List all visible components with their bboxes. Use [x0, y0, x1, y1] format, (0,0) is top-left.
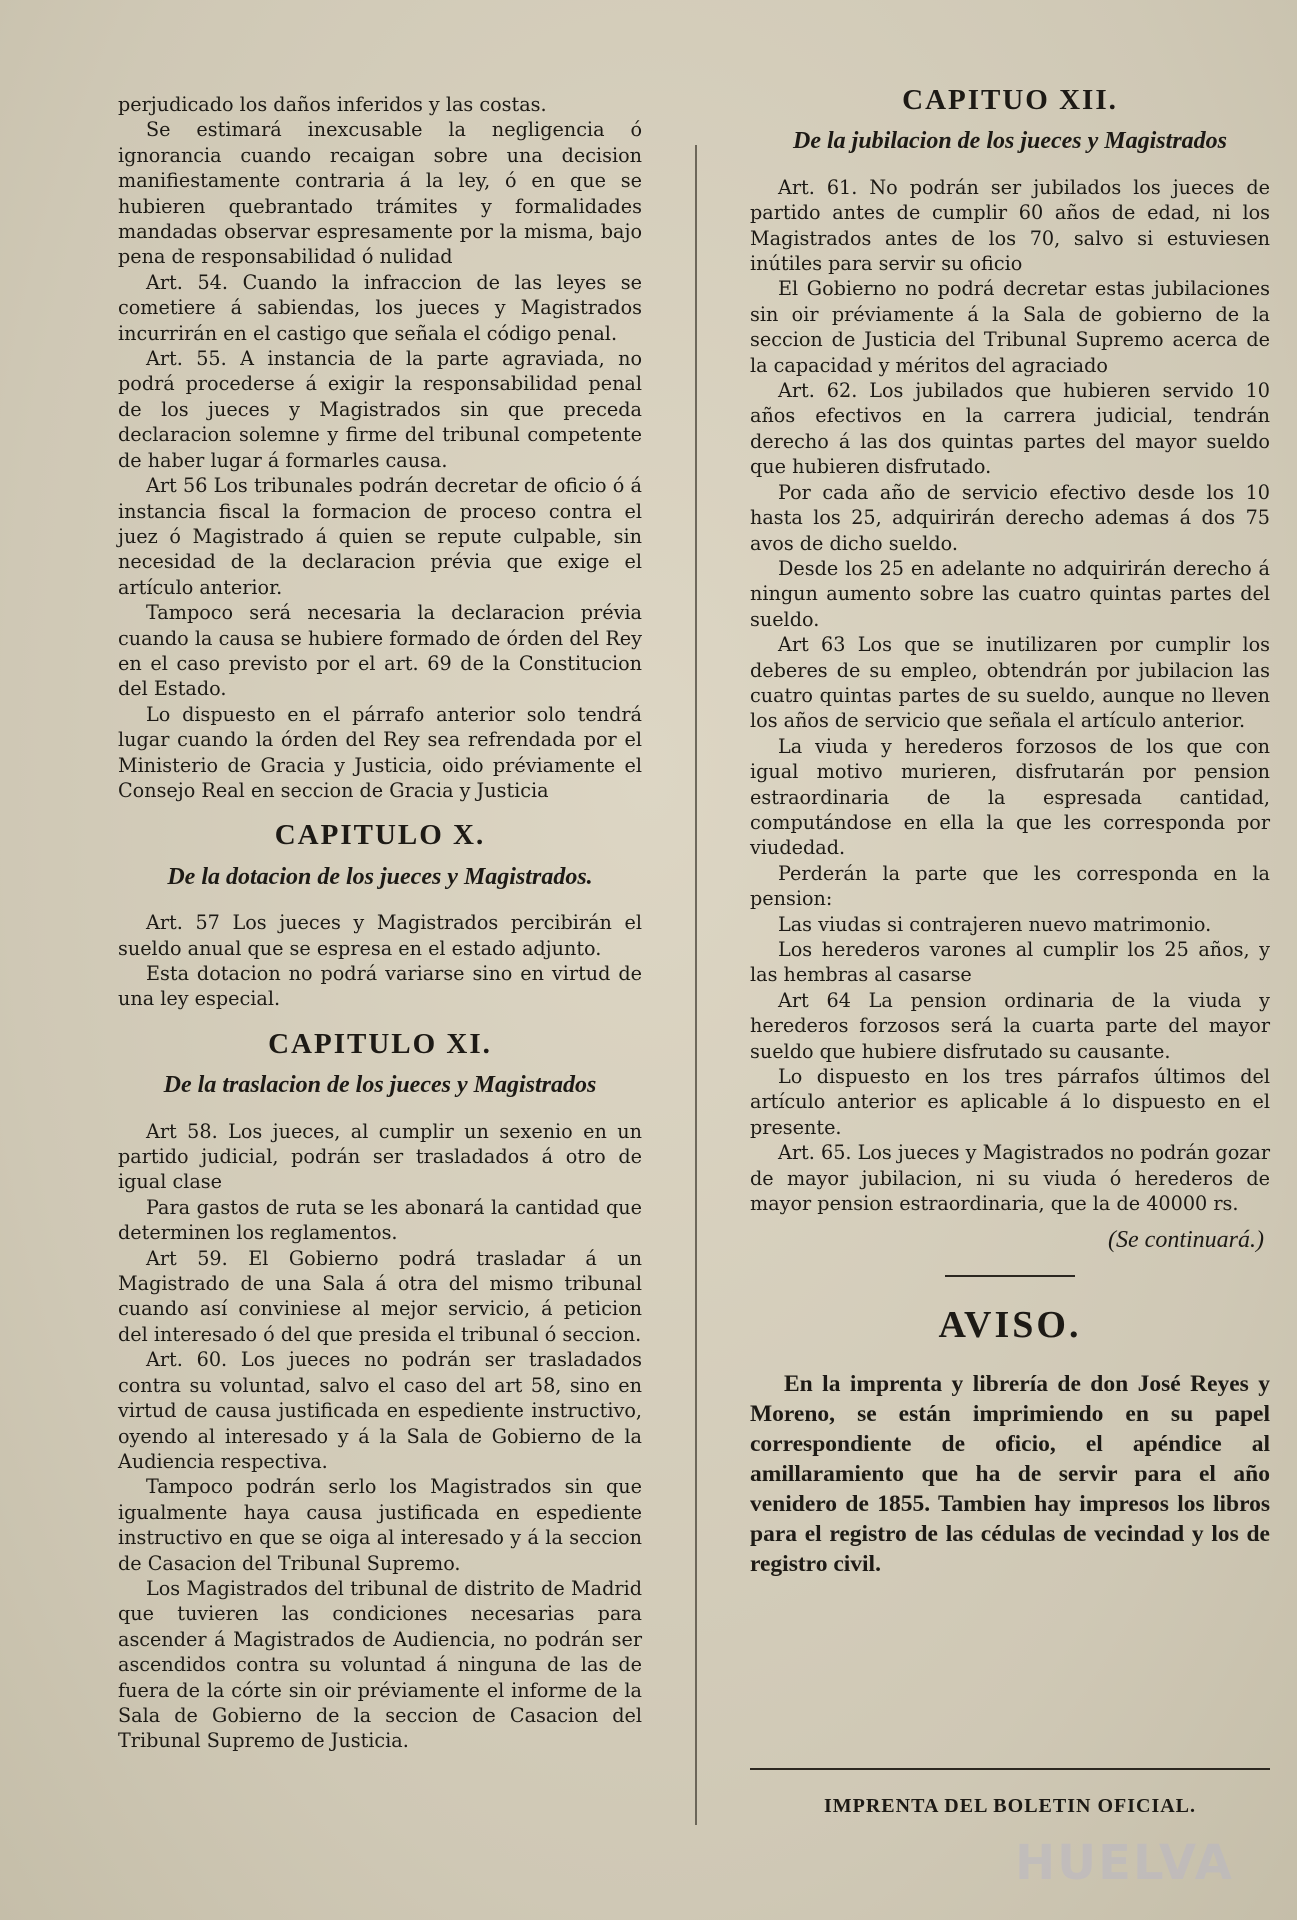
imprint-line: IMPRENTA DEL BOLETIN OFICIAL. [823, 1795, 1197, 1817]
paragraph: Art. 54. Cuando la infraccion de las leyes se cometiere á sabiendas, los jueces y Magistrados incurrirán en el castigo que señala el código penal. [118, 270, 642, 345]
footer-rule [750, 1768, 1270, 1770]
paragraph: Desde los 25 en adelante no adquirirán derecho á ningun aumento sobre las cuatro quintas partes del sueldo. [750, 556, 1270, 631]
chapter-xi-subtitle: De la traslacion de los jueces y Magistrados [163, 1072, 597, 1099]
paragraph: Esta dotacion no podrá variarse sino en virtud de una ley especial. [118, 962, 642, 1011]
paragraph: Art. 65. Los jueces y Magistrados no podrán gozar de mayor jubilacion, ni su viuda ó herederos de mayor pension estraordinaria, que la de 40000 rs. [750, 1141, 1270, 1216]
paragraph: Art. 60. Los jueces no podrán ser trasladados contra su voluntad, salvo el caso del art 58, sino en virtud de causa justificada en espediente instructivo, oyendo al interesado y á la Sala de Gobierno de la Audiencia respectiva. [118, 1348, 642, 1473]
paragraph: Para gastos de ruta se les abonará la cantidad que determinen los reglamentos. [118, 1195, 642, 1245]
paragraph: Art. 61. No podrán ser jubilados los jueces de partido antes de cumplir 60 años de edad, ni los Magistrados antes de los 70, salvo si estuviesen inútiles para servir su oficio [750, 175, 1270, 276]
continuation-note: (Se continuará.) [1108, 1227, 1264, 1254]
paragraph: El Gobierno no podrá decretar estas jubilaciones sin oir préviamente á la Sala de gobierno de la seccion de Justicia del Tribunal Supremo acerca de la capacidad y méritos del agraciado [750, 277, 1270, 377]
aviso-title: AVISO. [938, 1304, 1082, 1347]
paragraph: Tampoco podrán serlo los Magistrados sin que igualmente haya causa justificada en espediente instructivo en que se oiga al interesado y á la seccion de Casacion del Tribunal Supremo. [118, 1475, 642, 1575]
paragraph: Por cada año de servicio efectivo desde los 10 hasta los 25, adquirirán derecho ademas á dos 75 avos de dicho sueldo. [750, 480, 1270, 555]
chapter-x-subtitle: De la dotacion de los jueces y Magistrados. [167, 863, 593, 890]
paragraph: Art. 55. A instancia de la parte agraviada, no podrá procederse á exigir la responsabilidad penal de los jueces y Magistrados sin que preceda declaracion solemne y firme del tribunal competente de haber lugar á formarles causa. [118, 347, 642, 472]
ornament-divider [750, 1264, 1270, 1289]
paragraph: Lo dispuesto en el párrafo anterior solo tendrá lugar cuando la órden del Rey sea refrendada por el Ministerio de Gracia y Justicia, oido préviamente el Consejo Real en seccion de Gracia y Justicia [118, 702, 642, 802]
chapter-xi-title: CAPITULO XI. [268, 1027, 492, 1060]
paragraph: Lo dispuesto en los tres párrafos últimos del artículo anterior es aplicable á lo dispuesto en el presente. [750, 1065, 1270, 1139]
paragraph: Art 64 La pension ordinaria de la viuda y herederos forzosos será la cuarta parte del mayor sueldo que hubiere disfrutado su causante. [750, 988, 1270, 1063]
chapter-x-title: CAPITULO X. [274, 819, 486, 852]
paragraph: Art 56 Los tribunales podrán decretar de oficio ó á instancia fiscal la formacion de proceso contra el juez ó Magistrado á quien se repute culpable, sin necesidad de la declaracion prévia que exige el artículo anterior. [118, 474, 642, 599]
paragraph: Art. 57 Los jueces y Magistrados percibirán el sueldo anual que se espresa en el estado adjunto. [118, 911, 642, 960]
paragraph: Las viudas si contrajeren nuevo matrimonio. [778, 912, 1212, 936]
archive-watermark: HUELVA [1015, 1835, 1234, 1891]
column-divider [695, 145, 697, 1825]
paragraph: Tampoco será necesaria la declaracion prévia cuando la causa se hubiere formado de órden del Rey en el caso previsto por el art. 69 de la Constitucion del Estado. [118, 601, 642, 701]
paragraph: La viuda y herederos forzosos de los que con igual motivo murieren, disfrutarán por pension estraordinaria de la espresada cantidad, computándose en ella la que les corresponda por viudedad. [750, 734, 1270, 860]
chapter-xii-subtitle: De la jubilacion de los jueces y Magistrados [793, 128, 1227, 155]
paragraph: Perderán la parte que les corresponda en la pension: [750, 861, 1270, 911]
left-column [118, 92, 642, 1754]
right-column [750, 84, 1270, 1579]
paragraph: Art 63 Los que se inutilizaren por cumplir los deberes de su empleo, obtendrán por jubilacion las cuatro quintas partes de su sueldo, aunque no lleven los años de servicio que señala el artículo anterior. [750, 633, 1270, 733]
paragraph: Los herederos varones al cumplir los 25 años, y las hembras al casarse [750, 938, 1270, 987]
chapter-xii-title: CAPITUO XII. [902, 84, 1118, 116]
paragraph: Art. 62. Los jubilados que hubieren servido 10 años efectivos en la carrera judicial, tendrán derecho á las dos quintas partes del mayor sueldo que hubieren disfrutado. [750, 379, 1270, 479]
paragraph: Art 59. El Gobierno podrá trasladar á un Magistrado de una Sala á otra del mismo tribunal cuando así conviniese al mejor servicio, á peticion del interesado ó del que presida el tribunal ó seccion. [118, 1246, 642, 1346]
paragraph: Art 58. Los jueces, al cumplir un sexenio en un partido judicial, podrán ser trasladados á otro de igual clase [118, 1119, 642, 1194]
paragraph: Los Magistrados del tribunal de distrito de Madrid que tuvieren las condiciones necesarias para ascender á Magistrados de Audiencia, no podrán ser ascendidos contra su voluntad á ninguna de las de fuera de la córte sin oir préviamente el informe de la Sala de Gobierno de la seccion de Casacion del Tribunal Supremo de Justicia. [118, 1576, 642, 1753]
aviso-text: En la imprenta y librería de don José Reyes y Moreno, se están imprimiendo en su papel correspondiente de oficio, el apéndice al amillaramiento que ha de servir para el año venidero de 1855. Tambien hay impresos los libros para el registro de las cédulas de vecindad y los de registro civil. [750, 1370, 1270, 1577]
paragraph: Se estimará inexcusable la negligencia ó ignorancia cuando recaigan sobre una decision manifiestamente contraria á la ley, ó en que se hubieren quebrantado trámites y formalidades mandadas observar espresamente por la misma, bajo pena de responsabilidad ó nulidad [118, 118, 642, 269]
paragraph: perjudicado los daños inferidos y las costas. [118, 93, 547, 116]
